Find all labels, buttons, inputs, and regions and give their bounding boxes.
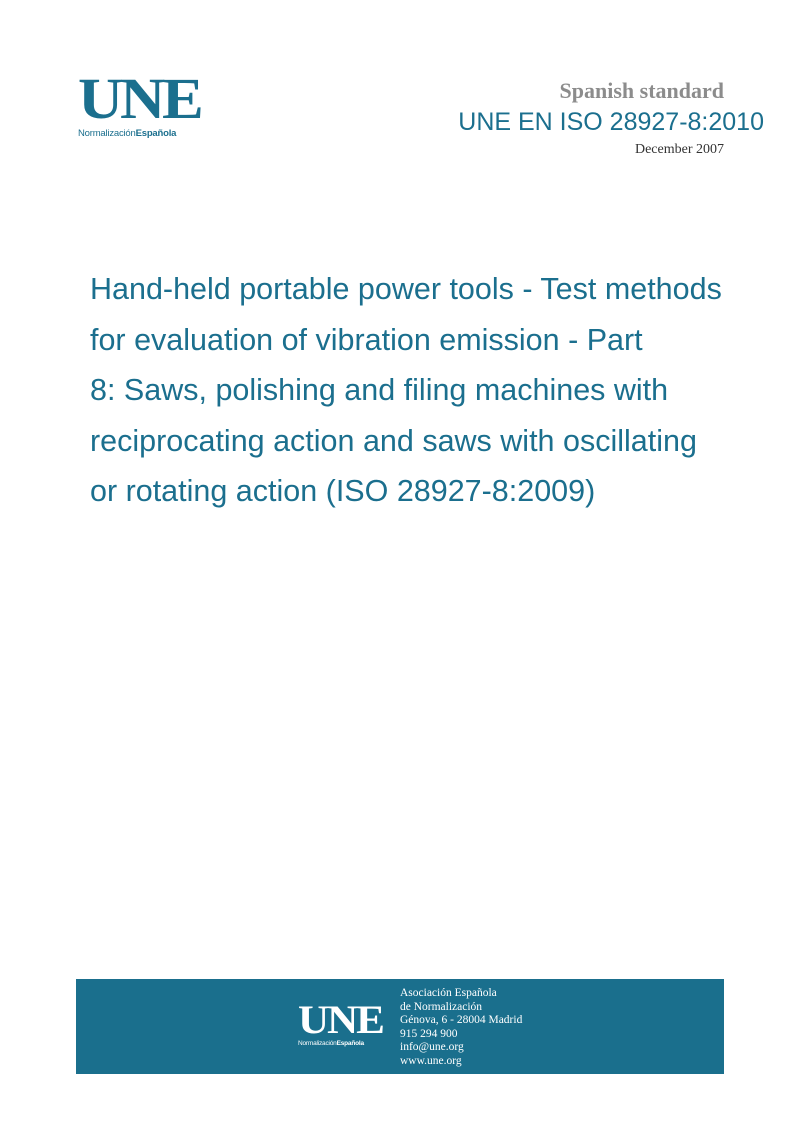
une-logo [78,66,201,139]
logo-sub-strong: Española [135,128,177,139]
footer-logo-mark: UNE [298,997,383,1042]
standard-code: UNE EN ISO 28927-8:2010 [458,108,764,136]
title-line: for evaluation of vibration emission - Part [90,322,643,357]
une-logo-mark: UNE [78,66,201,131]
contact-org-name-2: de Normalización [400,1000,483,1013]
footer-logo-sub-normal: Normalización [298,1040,337,1047]
footer-logo-sub-strong: Española [336,1040,364,1047]
title-line: 8: Saws, polishing and filing machines with [90,373,669,407]
title-line: or rotating action (ISO 28927-8:2009) [90,474,596,508]
contact-address: Génova, 6 - 28004 Madrid [400,1014,523,1027]
logo-sub-normal: Normalización [78,128,136,139]
title-line: reciprocating action and saws with oscillating [90,423,697,458]
contact-website[interactable]: www.une.org [400,1054,462,1067]
contact-email[interactable]: info@une.org [400,1041,464,1054]
footer-banner [76,979,724,1074]
standard-date: December 2007 [634,142,724,157]
standard-type: Spanish standard [559,78,724,103]
contact-info [400,987,522,1069]
document-title [90,264,770,517]
contact-phone: 915 294 900 [400,1027,458,1040]
standard-header [458,78,764,157]
contact-org-name: Asociación Española [400,987,497,999]
footer-logo [298,997,383,1047]
title-line: Hand-held portable power tools - Test methods [90,272,722,306]
